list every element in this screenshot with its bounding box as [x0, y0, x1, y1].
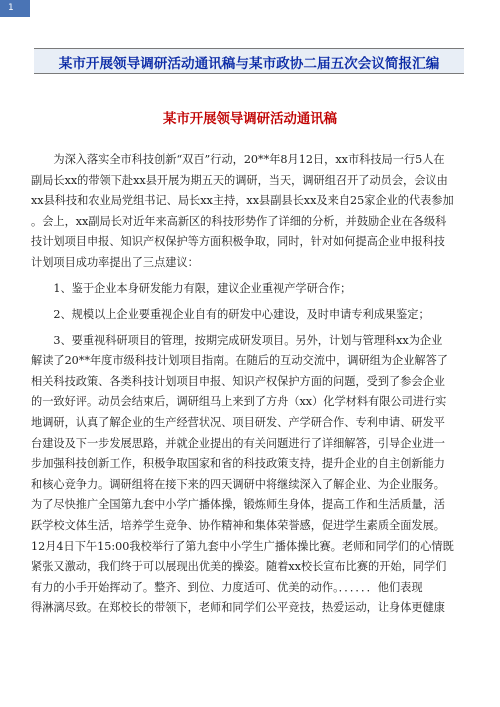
text-line: 解读了20**年度市级科技计划项目指南。在随后的互动交流中，调研组为企业解答了	[31, 354, 448, 368]
text-line: 跃学校文体生活，培养学生竞争、协作精神和集体荣誉感，促进学生素质全面发展。	[31, 518, 445, 532]
text-line: 地调研，认真了解企业的生产经营状况、项目研发、产学研合作、专利申请、研发平	[31, 416, 445, 430]
text-line: 2、规模以上企业要重视企业自有的研发中心建设，及时申请专利成果鉴定；	[31, 307, 430, 321]
article-title: 某市开展领导调研活动通讯稿	[162, 111, 338, 127]
text-line: 1、鉴于企业本身研发能力有限，建议企业重视产学研合作；	[31, 281, 352, 295]
paragraph	[31, 331, 469, 619]
text-line: 步加强科技创新工作，积极争取国家和省的科技政策支持，提升企业的自主创新能力	[31, 457, 445, 471]
document-main-title: 某市开展领导调研活动通讯稿与某市政协二届五次会议简报汇编	[58, 56, 440, 72]
page-number-tab: 1	[0, 0, 30, 17]
text-line: 技计划项目申报、知识产权保护等方面积极争取，同时，针对如何提高企业申报科技	[31, 235, 445, 249]
paragraph	[31, 305, 469, 326]
text-line: xx县科技和农业局党组书记、局长xx主持，xx县副县长xx及来自25家企业的代表参加	[31, 194, 454, 208]
text-line: 为深入落实全市科技创新“双百”行动，20**年8月12日，xx市科技局一行5人在	[31, 153, 445, 166]
text-line: 副局长xx的带领下赴xx县开展为期五天的调研，当天，调研组召开了动员会，会议由	[31, 173, 448, 187]
text-line: 为了尽快推广全国第九套中小学广播体操，锻炼师生身体，提高工作和生活质量，活	[31, 498, 445, 512]
document-header-banner	[34, 48, 464, 74]
text-line: 有力的小手开始挥动了。整齐、到位、力度适可、优美的动作。．．．．．．他们表现	[31, 580, 423, 594]
text-line: 12月4日下午15:00我校举行了第九套中小学生广播体操比赛。老师和同学们的心情既	[31, 539, 454, 553]
text-line: 和核心竞争力。调研组将在接下来的四天调研中将继续深入了解企业、为企业服务。	[31, 477, 445, 491]
text-line: 得淋漓尽致。在郑校长的带领下，老师和同学们公平竞技，热爱运动，让身体更健康	[31, 601, 445, 615]
text-line: 的一致好评。动员会结束后，调研组马上来到了方舟（xx）化学材料有限公司进行实	[31, 395, 447, 409]
text-line: 。会上，xx副局长对近年来高新区的科技形势作了详细的分析，并鼓励企业在各级科	[31, 214, 447, 228]
paragraph	[31, 150, 469, 274]
text-line: 计划项目成功率提出了三点建议：	[31, 255, 199, 269]
text-line: 紧张又激动，我们终于可以展现出优美的操姿。随着xx校长宣布比赛的开始，同学们	[31, 560, 447, 574]
article-body	[31, 150, 469, 619]
text-line: 相关科技政策、各类科技计划项目申报、知识产权保护方面的问题，受到了参会企业	[31, 374, 445, 388]
paragraph	[31, 279, 469, 300]
text-line: 3、要重视科研项目的管理，按期完成研发项目。另外，计划与管理科xx为企业	[31, 333, 443, 347]
text-line: 台建设及下一步发展思路，并就企业提出的有关问题进行了详细解答，引导企业进一	[31, 436, 445, 450]
